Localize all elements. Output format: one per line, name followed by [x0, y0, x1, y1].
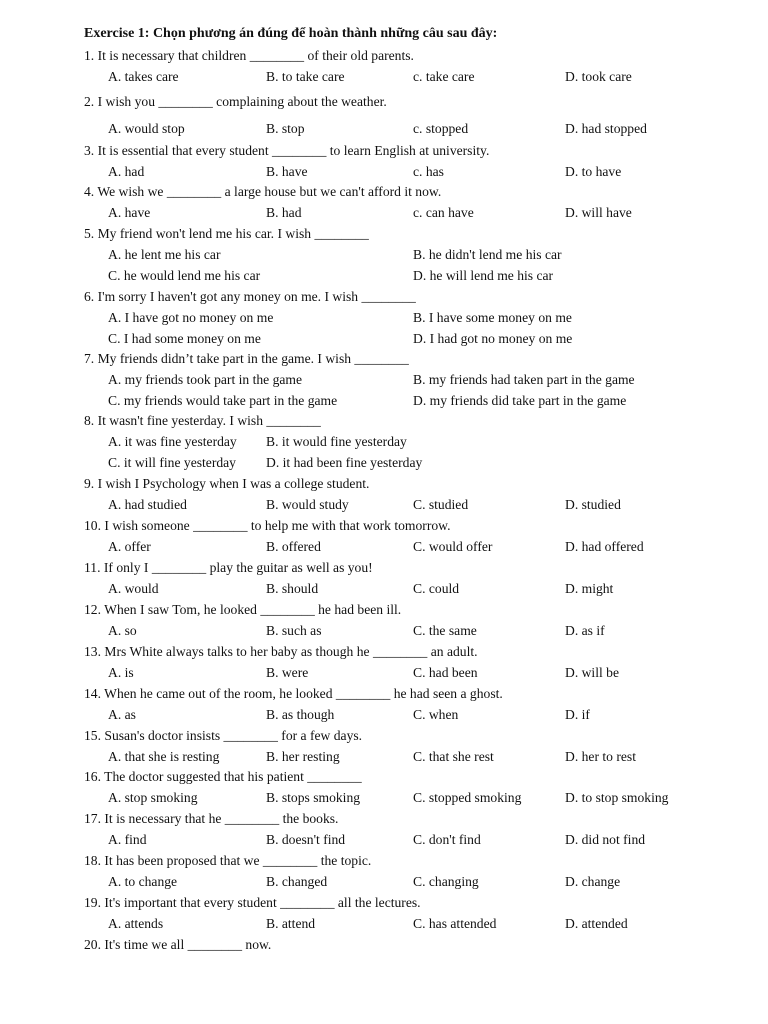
answer-option: D. will be: [565, 665, 619, 680]
answer-option: A. to change: [108, 874, 178, 889]
answer-option: D. my friends did take part in the game: [413, 393, 627, 408]
answer-option: C. changing: [413, 874, 479, 889]
answer-option: A. attends: [108, 916, 164, 931]
answer-option: C. could: [413, 581, 460, 596]
answer-option: B. should: [266, 581, 319, 596]
answer-option: D. attended: [565, 916, 628, 931]
question-stem: 16. The doctor suggested that his patient ________: [84, 769, 362, 784]
answer-option: B. stops smoking: [266, 790, 361, 805]
answer-option: B. her resting: [266, 749, 340, 764]
answer-option: B. offered: [266, 539, 321, 554]
answer-option: D. studied: [565, 497, 621, 512]
answer-option: C. don't find: [413, 832, 481, 847]
answer-option: C. I had some money on me: [108, 331, 261, 346]
answer-option: c. take care: [413, 69, 475, 84]
question-stem: 19. It's important that every student ________ all the lectures.: [84, 895, 421, 910]
answer-option: A. had studied: [108, 497, 187, 512]
answer-option: B. it would fine yesterday: [266, 434, 407, 449]
answer-option: c. can have: [413, 205, 474, 220]
answer-option: B. had: [266, 205, 302, 220]
answer-option: B. would study: [266, 497, 349, 512]
answer-option: B. doesn't find: [266, 832, 346, 847]
question-stem: 13. Mrs White always talks to her baby as though he ________ an adult.: [84, 644, 478, 659]
exercise-title: Exercise 1: Chọn phương án đúng để hoàn thành những câu sau đây:: [84, 26, 498, 41]
answer-option: D. it had been fine yesterday: [266, 455, 423, 470]
answer-option: B. were: [266, 665, 309, 680]
answer-option: C. when: [413, 707, 459, 722]
answer-option: D. might: [565, 581, 614, 596]
question-stem: 2. I wish you ________ complaining about the weather.: [84, 94, 387, 109]
answer-option: D. had stopped: [565, 121, 647, 136]
answer-option: A. had: [108, 164, 145, 179]
question-stem: 6. I'm sorry I haven't got any money on me. I wish ________: [84, 289, 416, 304]
answer-option: D. I had got no money on me: [413, 331, 573, 346]
answer-option: D. change: [565, 874, 621, 889]
answer-option: D. did not find: [565, 832, 646, 847]
answer-option: A. offer: [108, 539, 151, 554]
answer-option: A. takes care: [108, 69, 179, 84]
answer-option: C. stopped smoking: [413, 790, 522, 805]
answer-option: B. have: [266, 164, 308, 179]
answer-option: A. is: [108, 665, 134, 680]
question-stem: 7. My friends didn’t take part in the game. I wish ________: [84, 351, 409, 366]
answer-option: C. the same: [413, 623, 477, 638]
answer-option: C. that she rest: [413, 749, 494, 764]
answer-option: c. has: [413, 164, 444, 179]
question-stem: 18. It has been proposed that we ________ the topic.: [84, 853, 372, 868]
question-stem: 1. It is necessary that children ________ of their old parents.: [84, 48, 414, 63]
answer-option: A. that she is resting: [108, 749, 220, 764]
answer-option: C. has attended: [413, 916, 497, 931]
question-stem: 10. I wish someone ________ to help me with that work tomorrow.: [84, 518, 451, 533]
answer-option: C. he would lend me his car: [108, 268, 261, 283]
answer-option: A. would stop: [108, 121, 185, 136]
answer-option: C. had been: [413, 665, 478, 680]
answer-option: B. to take care: [266, 69, 345, 84]
answer-option: A. as: [108, 707, 136, 722]
answer-option: D. to stop smoking: [565, 790, 669, 805]
answer-option: D. he will lend me his car: [413, 268, 554, 283]
answer-option: A. my friends took part in the game: [108, 372, 303, 387]
answer-option: A. I have got no money on me: [108, 310, 274, 325]
question-stem: 17. It is necessary that he ________ the books.: [84, 811, 339, 826]
answer-option: B. as though: [266, 707, 335, 722]
answer-option: B. such as: [266, 623, 322, 638]
answer-option: D. if: [565, 707, 590, 722]
answer-option: A. stop smoking: [108, 790, 198, 805]
question-stem: 14. When he came out of the room, he looked ________ he had seen a ghost.: [84, 686, 503, 701]
answer-option: B. he didn't lend me his car: [413, 247, 562, 262]
answer-option: A. would: [108, 581, 159, 596]
answer-option: A. have: [108, 205, 151, 220]
question-stem: 4. We wish we ________ a large house but we can't afford it now.: [84, 184, 442, 199]
answer-option: D. as if: [565, 623, 605, 638]
answer-option: c. stopped: [413, 121, 469, 136]
answer-option: D. to have: [565, 164, 622, 179]
answer-option: C. it will fine yesterday: [108, 455, 236, 470]
answer-option: B. attend: [266, 916, 316, 931]
question-stem: 9. I wish I Psychology when I was a college student.: [84, 476, 370, 491]
question-stem: 8. It wasn't fine yesterday. I wish ________: [84, 413, 321, 428]
answer-option: A. it was fine yesterday: [108, 434, 237, 449]
answer-option: B. I have some money on me: [413, 310, 572, 325]
answer-option: D. took care: [565, 69, 632, 84]
answer-option: C. would offer: [413, 539, 493, 554]
answer-option: B. stop: [266, 121, 305, 136]
answer-option: C. my friends would take part in the game: [108, 393, 338, 408]
answer-option: B. changed: [266, 874, 328, 889]
question-stem: 3. It is essential that every student ________ to learn English at university.: [84, 143, 490, 158]
answer-option: B. my friends had taken part in the game: [413, 372, 635, 387]
answer-option: A. so: [108, 623, 137, 638]
answer-option: D. her to rest: [565, 749, 636, 764]
question-stem: 20. It's time we all ________ now.: [84, 937, 272, 952]
question-stem: 5. My friend won't lend me his car. I wish ________: [84, 226, 369, 241]
answer-option: C. studied: [413, 497, 469, 512]
answer-option: D. had offered: [565, 539, 644, 554]
question-stem: 12. When I saw Tom, he looked ________ he had been ill.: [84, 602, 402, 617]
answer-option: A. he lent me his car: [108, 247, 221, 262]
question-stem: 11. If only I ________ play the guitar as well as you!: [84, 560, 373, 575]
answer-option: D. will have: [565, 205, 632, 220]
answer-option: A. find: [108, 832, 147, 847]
question-stem: 15. Susan's doctor insists ________ for a few days.: [84, 728, 363, 743]
